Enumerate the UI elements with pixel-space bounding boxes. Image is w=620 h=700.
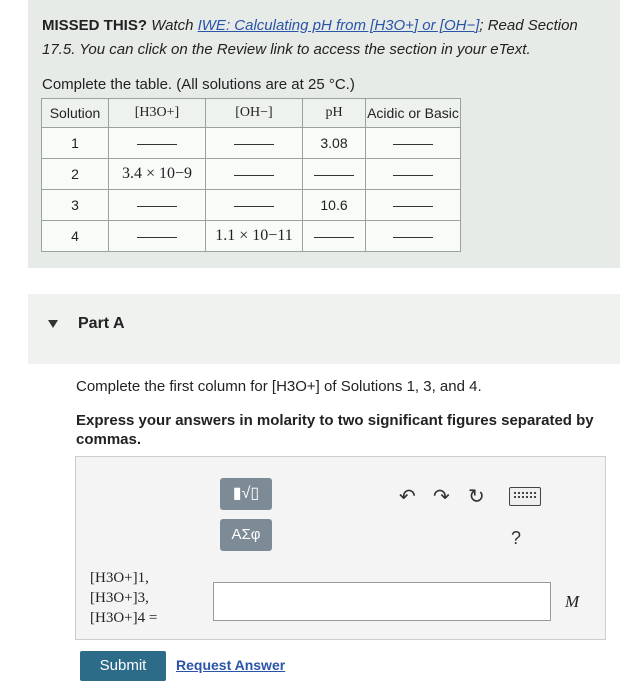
cell-h3o-blank[interactable] (109, 221, 206, 252)
header-ph: pH (303, 99, 366, 128)
table-row (42, 159, 461, 190)
label-h3o-3: [H3O+]3, (90, 590, 149, 606)
header-oh: [OH−] (206, 99, 303, 128)
cell-oh: 1.1 × 10−11 (206, 221, 303, 252)
greek-symbols-button[interactable]: ΑΣφ (220, 519, 272, 551)
question-prompt: Complete the first column for [H3O+] of Solutions 1, 3, and 4. (76, 378, 482, 395)
cell-oh-blank[interactable] (206, 159, 303, 190)
table-row (42, 128, 461, 159)
cell-solution: 1 (42, 128, 109, 159)
cell-h3o: 3.4 × 10−9 (109, 159, 206, 190)
keyboard-icon[interactable] (509, 487, 541, 506)
cell-solution: 3 (42, 190, 109, 221)
cell-ab-blank[interactable] (366, 159, 461, 190)
iwe-link[interactable]: IWE: Calculating pH from [H3O+] or [OH−] (197, 17, 480, 34)
cell-h3o-blank[interactable] (109, 128, 206, 159)
cell-oh-blank[interactable] (206, 190, 303, 221)
header-solution: Solution (42, 99, 109, 128)
label-h3o-1: [H3O+]1, (90, 570, 149, 586)
table-row (42, 221, 461, 252)
header-acidic-basic: Acidic or Basic (366, 99, 461, 128)
submit-button[interactable]: Submit (80, 651, 166, 681)
solutions-table (41, 98, 461, 252)
cell-ab-blank[interactable] (366, 221, 461, 252)
cell-ph-blank[interactable] (303, 221, 366, 252)
table-row (42, 190, 461, 221)
intro-rest: ; Read Section 17.5. You can click on the Review link to access the section in your eText. (42, 17, 578, 58)
watch-label: Watch (151, 17, 194, 34)
missed-this-label: MISSED THIS? (42, 17, 148, 34)
templates-button[interactable]: ▮√▯ (220, 478, 272, 510)
table-caption: Complete the table. (All solutions are at 25 °C.) (42, 76, 355, 93)
cell-solution: 4 (42, 221, 109, 252)
reset-icon[interactable]: ↻ (468, 486, 485, 508)
cell-h3o-blank[interactable] (109, 190, 206, 221)
cell-ab-blank[interactable] (366, 128, 461, 159)
cell-solution: 2 (42, 159, 109, 190)
cell-ab-blank[interactable] (366, 190, 461, 221)
label-h3o-4: [H3O+]4 = (90, 610, 158, 626)
redo-icon[interactable]: ↷ (433, 486, 450, 508)
header-h3o: [H3O+] (109, 99, 206, 128)
help-button[interactable]: ? (511, 528, 522, 548)
collapse-caret-icon[interactable] (48, 320, 58, 328)
answer-input[interactable] (213, 582, 551, 621)
undo-icon[interactable]: ↶ (399, 486, 416, 508)
unit-label: M (565, 592, 580, 611)
problem-context (28, 0, 620, 268)
answer-labels (90, 568, 157, 628)
cell-ph-blank[interactable] (303, 159, 366, 190)
request-answer-link[interactable]: Request Answer (176, 657, 286, 673)
question-instructions: Express your answers in molarity to two significant figures separated by commas. (76, 412, 594, 448)
cell-oh-blank[interactable] (206, 128, 303, 159)
table-header-row (42, 99, 461, 128)
part-a-title: Part A (78, 315, 125, 332)
cell-ph: 10.6 (303, 190, 366, 221)
cell-ph: 3.08 (303, 128, 366, 159)
intro-text (42, 14, 612, 62)
